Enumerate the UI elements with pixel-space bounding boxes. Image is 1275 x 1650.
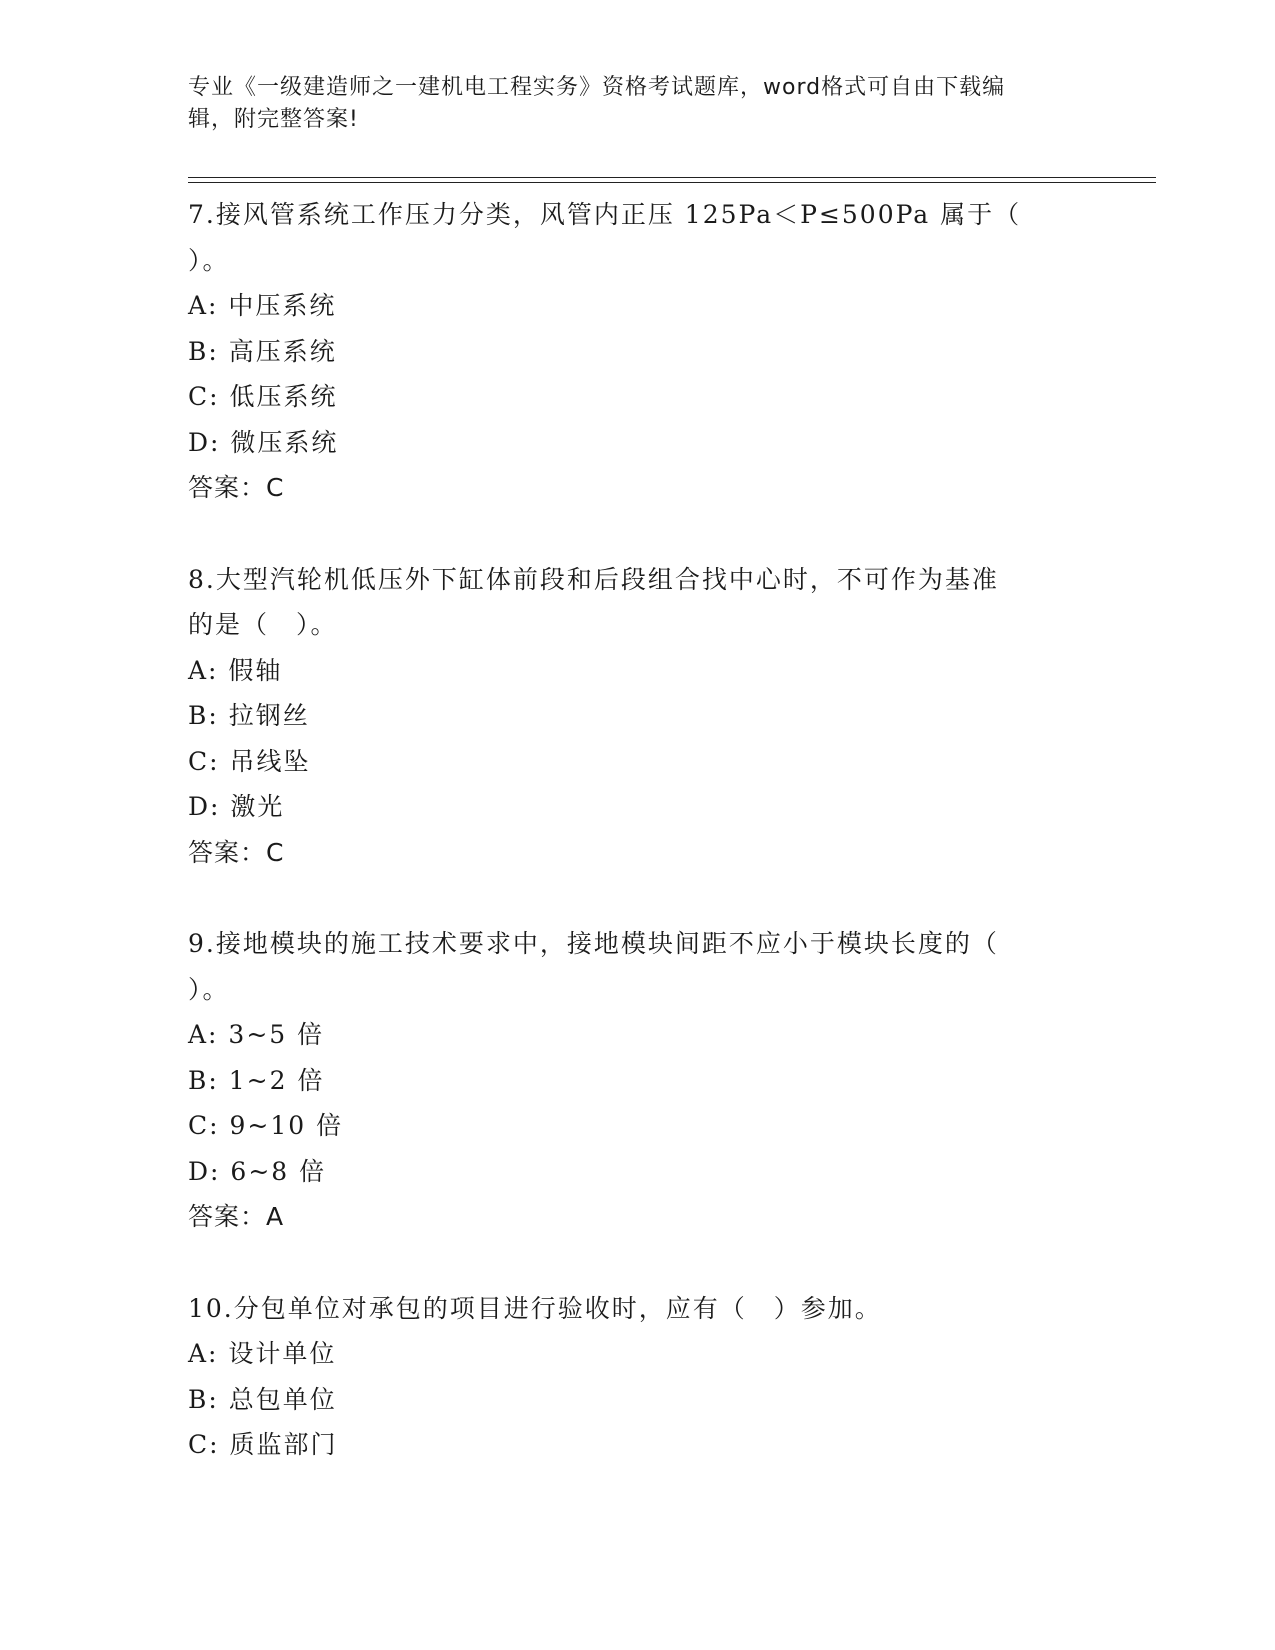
question-block xyxy=(188,1286,1088,1468)
option-b: B: 1~2 倍 xyxy=(188,1065,325,1095)
option-c: C: 低压系统 xyxy=(188,382,338,411)
option-a: A: 设计单位 xyxy=(188,1339,337,1368)
option-d: D: 微压系统 xyxy=(188,427,339,457)
question-block xyxy=(188,192,1088,511)
header-divider-bottom xyxy=(188,182,1156,183)
question-block xyxy=(188,557,1088,876)
option-b: B: 拉钢丝 xyxy=(188,701,310,730)
option-d: D: 6~8 倍 xyxy=(188,1156,327,1186)
header-divider-top xyxy=(188,177,1156,178)
question-text: 7.接风管系统工作压力分类，风管内正压 125Pa＜P≤500Pa 属于（ xyxy=(188,200,1022,229)
question-text: 10.分包单位对承包的项目进行验收时，应有（ ）参加。 xyxy=(188,1293,882,1323)
question-spacer xyxy=(188,511,1088,557)
header-line-2: 辑，附完整答案! xyxy=(188,107,359,132)
option-a: A: 3~5 倍 xyxy=(188,1020,325,1049)
question-spacer xyxy=(188,1240,1088,1286)
answer-text: 答案：A xyxy=(188,1202,285,1231)
question-list xyxy=(188,192,1088,1468)
question-text: ）。 xyxy=(188,974,230,1004)
document-header xyxy=(188,72,1088,136)
question-block xyxy=(188,921,1088,1240)
option-d: D: 激光 xyxy=(188,792,285,821)
question-text: 8.大型汽轮机低压外下缸体前段和后段组合找中心时，不可作为基准 xyxy=(188,564,999,594)
option-c: C: 9~10 倍 xyxy=(188,1111,344,1140)
option-a: A: 中压系统 xyxy=(188,291,337,320)
question-spacer xyxy=(188,875,1088,921)
option-b: B: 高压系统 xyxy=(188,336,337,366)
option-b: B: 总包单位 xyxy=(188,1384,337,1414)
question-text: 的是（ ）。 xyxy=(188,610,338,639)
option-c: C: 质监部门 xyxy=(188,1430,338,1459)
option-a: A: 假轴 xyxy=(188,655,283,685)
question-text: ）。 xyxy=(188,245,230,275)
answer-text: 答案：C xyxy=(188,837,285,867)
answer-text: 答案：C xyxy=(188,473,285,502)
header-line-1: 专业《一级建造师之一建机电工程实务》资格考试题库，word格式可自由下载编 xyxy=(188,75,1006,100)
question-text: 9.接地模块的施工技术要求中，接地模块间距不应小于模块长度的（ xyxy=(188,929,999,958)
option-c: C: 吊线坠 xyxy=(188,746,311,776)
